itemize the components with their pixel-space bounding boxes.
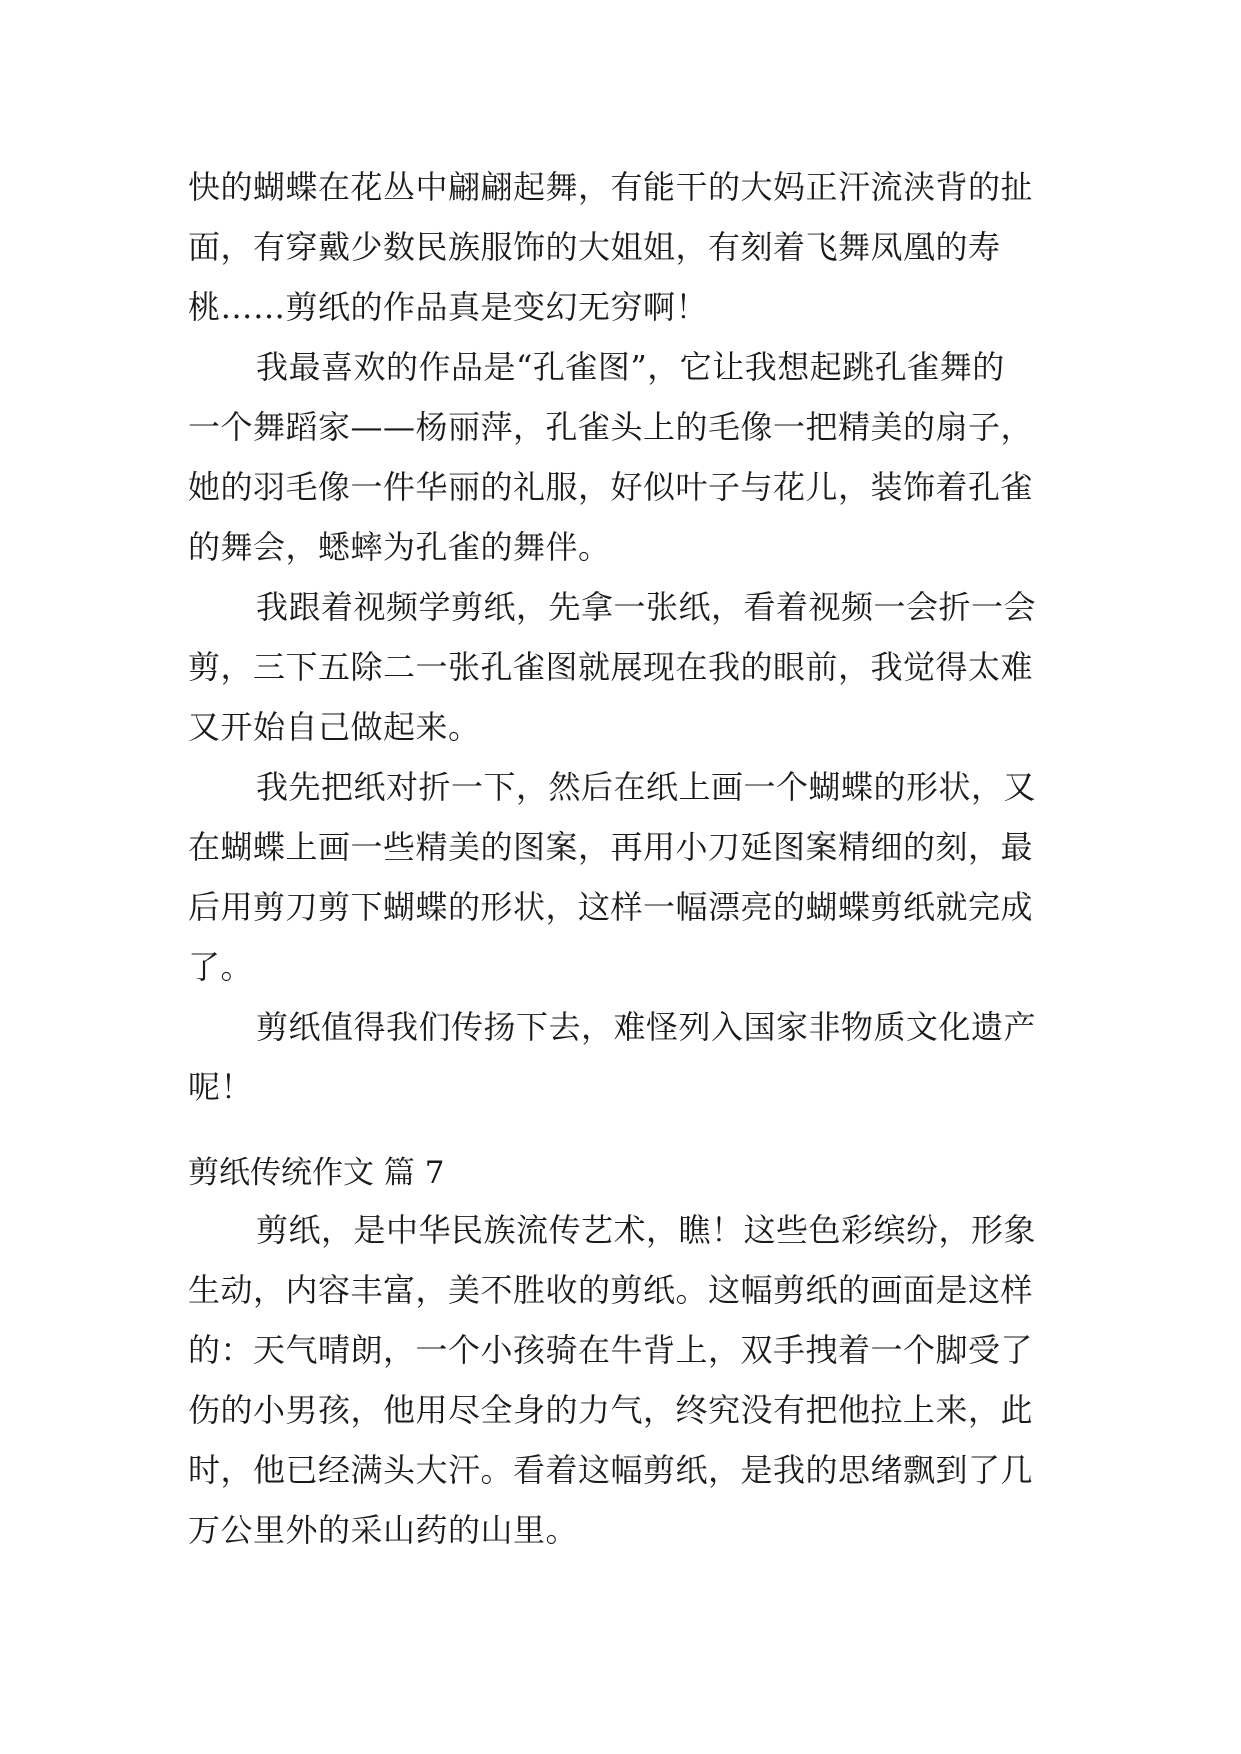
text-line: 的：天气晴朗，一个小孩骑在牛背上，双手拽着一个脚受了 — [188, 1331, 1034, 1369]
text-line: 的舞会，蟋蟀为孔雀的舞伴。 — [188, 528, 611, 566]
text-line: 面，有穿戴少数民族服饰的大姐姐，有刻着飞舞凤凰的寿 — [188, 228, 1001, 266]
paragraph-first-line: 剪纸，是中华民族流传艺术，瞧！这些色彩缤纷，形象 — [256, 1211, 1037, 1249]
text-line: 她的羽毛像一件华丽的礼服，好似叶子与花儿，装饰着孔雀 — [188, 468, 1034, 506]
text-line: 快的蝴蝶在花丛中翩翩起舞，有能干的大妈正汗流浃背的扯 — [188, 168, 1034, 206]
text-line: 一个舞蹈家——杨丽萍，孔雀头上的毛像一把精美的扇子， — [188, 408, 1034, 446]
text-line: 万公里外的采山药的山里。 — [188, 1511, 579, 1549]
text-line: 桃……剪纸的作品真是变幻无穷啊！ — [188, 288, 709, 326]
text-line: 剪，三下五除二一张孔雀图就展现在我的眼前，我觉得太难 — [188, 648, 1034, 686]
text-line: 时，他已经满头大汗。看着这幅剪纸，是我的思绪飘到了几 — [188, 1451, 1034, 1489]
text-line: 了。 — [188, 948, 254, 986]
paragraph-first-line: 我先把纸对折一下，然后在纸上画一个蝴蝶的形状，又 — [256, 768, 1037, 806]
text-line: 呢！ — [188, 1068, 254, 1106]
text-line: 后用剪刀剪下蝴蝶的形状，这样一幅漂亮的蝴蝶剪纸就完成 — [188, 888, 1034, 926]
body-text-block-2 — [188, 1200, 1056, 1560]
text-line: 伤的小男孩，他用尽全身的力气，终究没有把他拉上来，此 — [188, 1391, 1034, 1429]
paragraph-first-line: 我最喜欢的作品是“孔雀图”，它让我想起跳孔雀舞的 — [256, 348, 1005, 386]
paragraph-first-line: 剪纸值得我们传扬下去，难怪列入国家非物质文化遗产 — [256, 1008, 1037, 1046]
paragraph-first-line: 我跟着视频学剪纸，先拿一张纸，看着视频一会折一会 — [256, 588, 1037, 626]
text-line: 在蝴蝶上画一些精美的图案，再用小刀延图案精细的刻，最 — [188, 828, 1034, 866]
section-heading: 剪纸传统作文 篇 7 — [188, 1155, 445, 1191]
text-line: 又开始自己做起来。 — [188, 708, 481, 746]
text-line: 生动，内容丰富，美不胜收的剪纸。这幅剪纸的画面是这样 — [188, 1271, 1034, 1309]
body-text-block-1 — [188, 157, 1056, 1117]
